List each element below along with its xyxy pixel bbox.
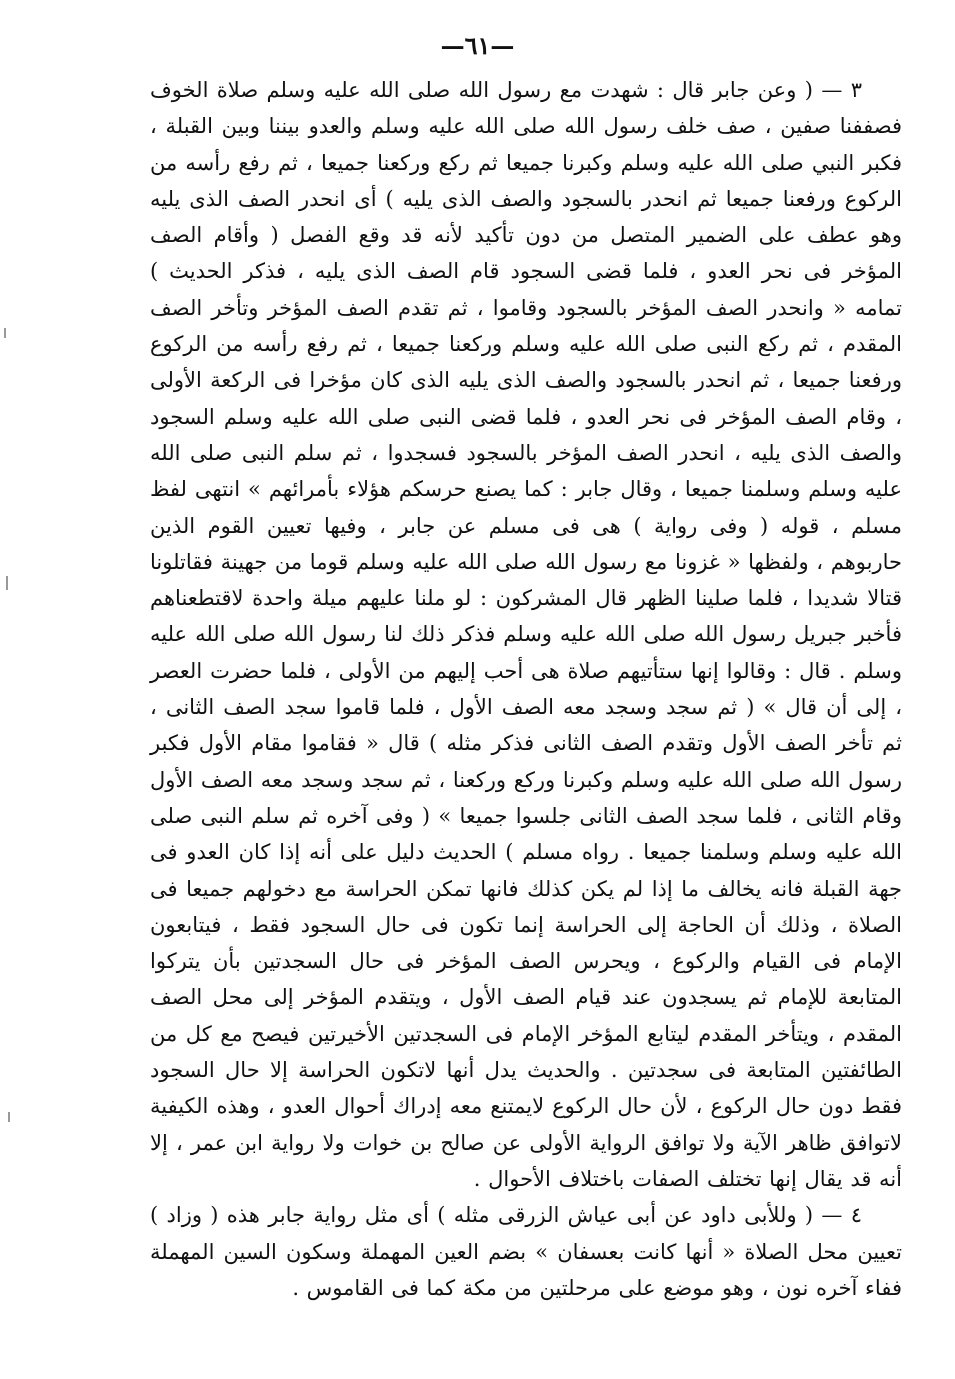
paragraph-hadith-4: ٤ — ( وللأبى داود عن أبى عياش الزرقى مثله ) أى مثل رواية جابر هذه ( وزاد ) تعيين محل الصلاة « أنها كانت بعسفان » بضم العين المهملة وسكون السين المهملة ففاء آخره نون ، وهو موضع على مرحلتين من مكة كما فى القاموس . — [150, 1203, 902, 1300]
page-number: —٦١— — [440, 31, 515, 60]
scan-margin-mark — [4, 328, 6, 338]
paragraph-hadith-3: ٣ — ( وعن جابر قال : شهدت مع رسول الله صلى الله عليه وسلم صلاة الخوف فصففنا صفين ، صف خلف رسول الله صلى الله عليه وسلم والعدو بيننا وبين القبلة ، فكبر النبي صلى الله عليه وسلم وكبرنا جميعا ثم ركع وركعنا جميعا ، ثم رفع رأسه من الركوع ورفعنا جميعا ثم انحدر بالسجود والصف الذى يليه ) أى انحدر الصف الذى يليه وهو عطف على الضمير المتصل من دون تأكيد لأنه قد وقع الفصل ( وأقام الصف المؤخر فى نحر العدو ، فلما قضى السجود قام الصف الذى يليه ، فذكر الحديث ) تمامه « وانحدر الصف المؤخر بالسجود وقاموا ، ثم تقدم الصف المؤخر وتأخر الصف المقدم ، ثم ركع النبى صلى الله عليه وسلم وركعنا جميعا ، ثم رفع رأسه من الركوع ورفعنا جميعا ، ثم انحدر بالسجود والصف الذى يليه الذى كان مؤخرا فى الركعة الأولى ، وقام الصف المؤخر فى نحر العدو ، فلما قضى النبى صلى الله عليه وسلم السجود والصف الذى يليه ، انحدر الصف المؤخر بالسجود فسجدوا ، ثم سلم النبى صلى الله عليه وسلم وسلمنا جميعا ، وقال جابر : كما يصنع حرسكم هؤلاء بأمرائهم » انتهى لفظ مسلم ، قوله ( وفى رواية ) هى فى مسلم عن جابر ، وفيها تعيين القوم الذين حاربوهم ، ولفظها « غزونا مع رسول الله صلى الله عليه وسلم قوما من جهينة فقاتلونا قتالا شديدا ، فلما صلينا الظهر قال المشركون : لو ملنا عليهم ميلة واحدة لاقتطعناهم فأخبر جبريل رسول الله صلى الله عليه وسلم فذكر ذلك لنا رسول الله صلى الله عليه وسلم . قال : وقالوا إنها ستأتيهم صلاة هى أحب إليهم من الأولى ، فلما حضرت العصر ، إلى أن قال » ( ثم سجد وسجد معه الصف الأول ، فلما قاموا سجد الصف الثانى ، ثم تأخر الصف الأول وتقدم الصف الثانى فذكر مثله ) قال « فقاموا مقام الأول فكبر رسول الله صلى الله عليه وسلم وكبرنا وركع وركعنا ، ثم سجد وسجد معه الصف الأول وقام الثانى ، فلما سجد الصف الثانى جلسوا جميعا » ( وفى آخره ثم سلم النبى صلى الله عليه وسلم وسلمنا جميعا . رواه مسلم ) الحديث دليل على أنه إذا كان العدو فى جهة القبلة فانه يخالف ما إذا لم يكن كذلك فانها تمكن الحراسة مع دخولهم جميعا فى الصلاة ، وذلك أن الحاجة إلى الحراسة إنما تكون فى حال السجود فقط ، فيتابعون الإمام فى القيام والركوع ، ويحرس الصف المؤخر فى حال السجدتين بأن يتركوا المتابعة للإمام ثم يسجدون عند قيام الصف الأول ، ويتقدم المؤخر إلى محل الصف المقدم ، ويتأخر المقدم ليتابع المؤخر الإمام فى السجدتين الأخيرتين فيصح مع كل من الطائفتين المتابعة فى سجدتين . والحديث يدل أنها لاتكون الحراسة إلا حال السجود فقط دون حال الركوع ، لأن حال الركوع لايمتنع معه إدراك أحوال العدو ، وهذه الكيفية لاتوافق ظاهر الآية ولا توافق الرواية الأولى عن صالح بن خوات ولا رواية ابن عمر ، إلا أنه قد يقال إنها تختلف الصفات باختلاف الأحوال . — [150, 78, 902, 1191]
scan-margin-mark — [8, 1112, 10, 1122]
body-text — [150, 72, 902, 1306]
scan-margin-mark — [6, 576, 8, 590]
